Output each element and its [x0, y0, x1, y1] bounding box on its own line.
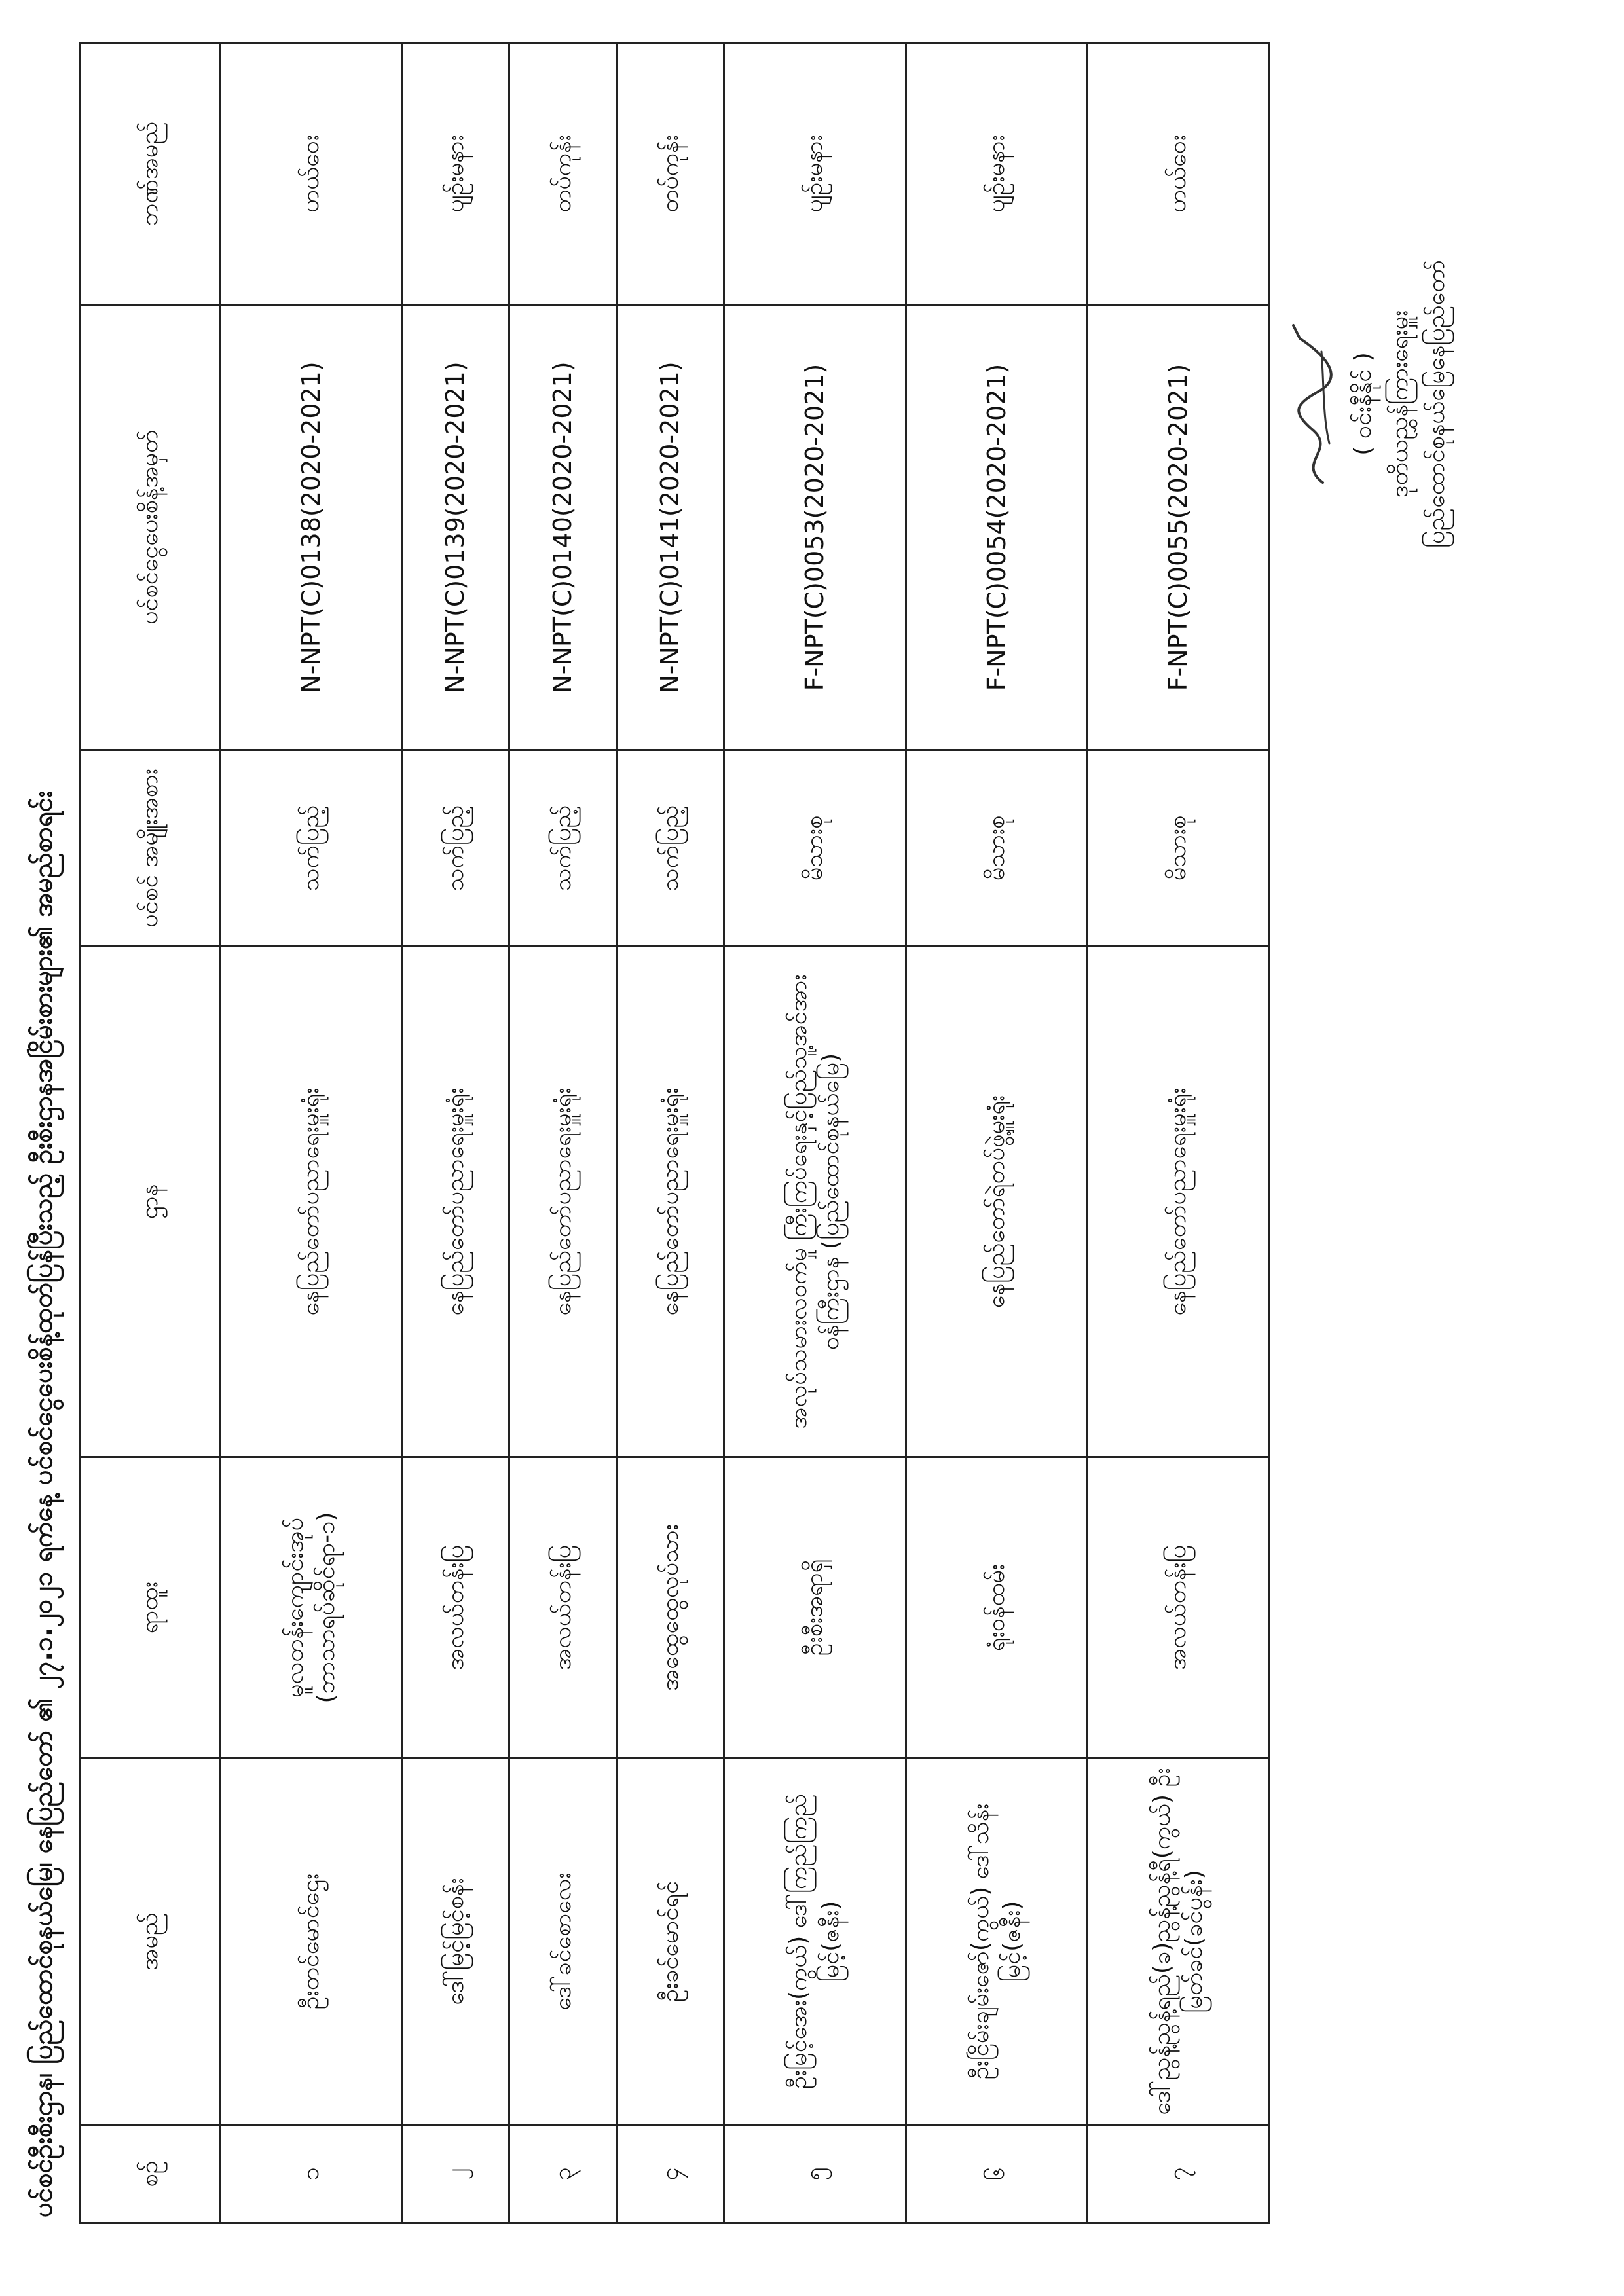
signatory-name: ( ဝင်းနီနိုင် ): [1350, 352, 1376, 456]
cell-name: ဦးမြင့်အေး(ကွယ်) ဒေါ်ကြည်ကြည်မြင့်(ဇနီး): [724, 1758, 906, 2125]
cell-rank: ဦးစီးအရာရှိ: [724, 1457, 906, 1758]
cell-bank: ဟယ်ဝေး: [1088, 43, 1270, 305]
cell-bank: ပျဉ်းမနား: [724, 43, 906, 305]
header-name: အမည်: [80, 1758, 221, 2125]
handwritten-signature-mark: [1283, 319, 1342, 489]
cell-name: ဦးခင်မောင်ရင်: [617, 1758, 724, 2125]
cell-pension-code: F-NPT(C)0053(2020-2021): [724, 305, 906, 750]
cell-pension-code: N-NPT(C)0140(2020-2021): [509, 305, 617, 750]
cell-bank: ပျဉ်းမနား: [402, 43, 509, 305]
cell-name: ဒေါ်မြင့်မြင့်စန်း: [402, 1758, 509, 2125]
cell-pension-code: F-NPT(C)0054(2020-2021): [906, 305, 1088, 750]
cell-pension-code: N-NPT(C)0141(2020-2021): [617, 305, 724, 750]
cell-department: နေပြည်တော်ရဲတပ်ဖွဲ့မှူးရုံး: [906, 947, 1088, 1457]
header-no: စဉ်: [80, 2125, 221, 2223]
cell-name: ဒေါ်ညွန့်ညွန့်ရည်(ခ)ညွန့်ညွန့်ရီ(ကွယ်) ဦးမြတ်ခင်(ခင်ပွန်း): [1088, 1758, 1270, 2125]
cell-pension-type: သက်ပြည့်: [402, 750, 509, 947]
table-row: [906, 43, 1088, 2223]
table-row: [1088, 43, 1270, 2223]
table-row: [509, 43, 617, 2223]
table-header-row: [80, 43, 221, 2223]
cell-rank: အလယ်တန်းပြ: [1088, 1457, 1270, 1758]
signature-block: [1283, 109, 1454, 699]
header-pension-type: ပင်စင် အမျိုးအစား: [80, 750, 221, 947]
header-bank: ဘဏ်အမည်: [80, 43, 221, 305]
cell-department: နေပြည်တော်ပညာရေးမှူးရုံး: [402, 947, 509, 1457]
cell-rank: အလယ်တန်းပြ: [402, 1457, 509, 1758]
cell-bank: တပ်ကုန်း: [617, 43, 724, 305]
cell-name: ဒေါ်ခင်စောလေး: [509, 1758, 617, 2125]
signatory-office: ပြည်ထောင်စုနယ်မြေနေပြည်တော်: [1422, 259, 1450, 549]
cell-no: ၅: [724, 2125, 906, 2223]
table-row: [221, 43, 403, 2223]
cell-no: ၇: [1088, 2125, 1270, 2223]
cell-name: ဦးတင်မောင်ဌေး: [221, 1758, 403, 2125]
cell-department: အလုပ်သမားလဝက်မှု ကြီးကြပ်ရေးနှင့်ပြည်သူ့အင်အားဝန်ကြီးဌာန (ပြည်ထောင်စုနယ်မြေ): [724, 947, 906, 1457]
table-row: [402, 43, 509, 2223]
header-rank: ရာထူး: [80, 1457, 221, 1758]
header-pension-code: ပင်စင်ငွေပေးစိန့်အမှတ်: [80, 305, 221, 750]
cell-pension-code: N-NPT(C)0139(2020-2021): [402, 305, 509, 750]
cell-rank: မူလတန်းကျောင်းအုပ် (ဘာသာရပ်ဆိုင်ရာ-၁): [221, 1457, 403, 1758]
cell-pension-type: မိသားစု: [1088, 750, 1270, 947]
cell-no: ၂: [402, 2125, 509, 2223]
cell-pension-type: မိသားစု: [906, 750, 1088, 947]
cell-no: ၃: [509, 2125, 617, 2223]
cell-rank: အထွေထွေလုပ်သား: [617, 1457, 724, 1758]
header-department: ဌာန: [80, 947, 221, 1457]
table-row: [724, 43, 906, 2223]
pension-table: [79, 42, 1270, 2224]
document-title: ပင်စင်ဦးစီးဌာန၊ ပြည်ထောင်စုနယ်မြေ၊ နေပြည်တော် ၏ ၂၇.၁.၂၀၂၁ ရက်နေ့ ပင်စင်ငွေပေးစိန့်ထုတ်ပြန်ပြီးသည့် ဦးစီးဌာနအငြိမ်းစားများ၏ အမည်စာရင်း: [28, 791, 58, 2217]
signatory-position: ဒုတိယညွှန်ကြားရေးမှူး: [1386, 310, 1413, 498]
cell-department: နေပြည်တော်ပညာရေးမှူးရုံး: [221, 947, 403, 1457]
cell-no: ၄: [617, 2125, 724, 2223]
table-row: [617, 43, 724, 2223]
cell-no: ၁: [221, 2125, 403, 2223]
cell-pension-type: သက်ပြည့်: [221, 750, 403, 947]
cell-rank: အလယ်တန်းပြ: [509, 1457, 617, 1758]
cell-pension-code: N-NPT(C)0138(2020-2021): [221, 305, 403, 750]
cell-bank: ဟယ်ဝေး: [221, 43, 403, 305]
cell-pension-type: သက်ပြည့်: [509, 750, 617, 947]
cell-bank: ပျဉ်းမနား: [906, 43, 1088, 305]
cell-department: နေပြည်တော်ပညာရေးမှူးရုံး: [617, 947, 724, 1457]
cell-name: ဦးငြိမ်းချမ်းဇော်(ကွယ်) ဒေါ်သိန်းမြင့်(ဇနီး): [906, 1758, 1088, 2125]
cell-department: နေပြည်တော်ပညာရေးမှူးရုံး: [509, 947, 617, 1457]
cell-no: ၆: [906, 2125, 1088, 2223]
cell-bank: တပ်ကုန်း: [509, 43, 617, 305]
cell-pension-code: F-NPT(C)0055(2020-2021): [1088, 305, 1270, 750]
cell-department: နေပြည်တော်ပညာရေးမှူးရုံး: [1088, 947, 1270, 1457]
cell-rank: ရုံးဝန်ထမ်း: [906, 1457, 1088, 1758]
cell-pension-type: သက်ပြည့်: [617, 750, 724, 947]
cell-pension-type: မိသားစု: [724, 750, 906, 947]
